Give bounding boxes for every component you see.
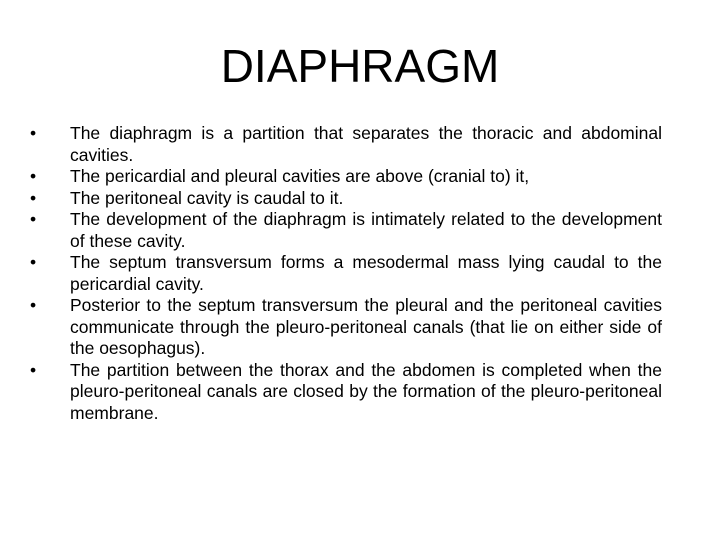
bullet-item (30, 295, 662, 360)
bullet-text: Posterior to the septum transversum the pleural and the peritoneal cavities communicate through the pleuro-peritoneal canals (that lie on either side of the oesophagus). (70, 295, 662, 358)
bullet-text: The pericardial and pleural cavities are above (cranial to) it, (70, 166, 530, 186)
slide-title: DIAPHRAGM (220, 40, 500, 92)
bullet-item (30, 123, 662, 166)
bullet-item (30, 209, 662, 252)
bullet-item (30, 188, 662, 210)
bullet-point-icon: • (30, 123, 37, 143)
bullet-item (30, 360, 662, 425)
bullet-point-icon: • (30, 166, 37, 186)
bullet-text: The development of the diaphragm is intimately related to the development of these cavity. (70, 209, 662, 251)
bullet-point-icon: • (30, 187, 37, 208)
bullet-item (30, 252, 662, 295)
bullet-item (30, 166, 662, 188)
bullet-text: The septum transversum forms a mesodermal mass lying caudal to the pericardial cavity. (70, 252, 662, 294)
bullet-text: The partition between the thorax and the abdomen is completed when the pleuro-peritoneal canals are closed by the formation of the pleuro-peritoneal membrane. (70, 359, 662, 423)
bullet-point-icon: • (30, 252, 37, 272)
bullet-point-icon: • (30, 209, 37, 229)
bullet-text: The diaphragm is a partition that separates the thoracic and abdominal cavities. (70, 123, 662, 165)
bullet-list (30, 123, 662, 424)
bullet-text: The peritoneal cavity is caudal to it. (70, 187, 344, 208)
bullet-point-icon: • (30, 295, 37, 315)
bullet-point-icon: • (30, 359, 37, 380)
